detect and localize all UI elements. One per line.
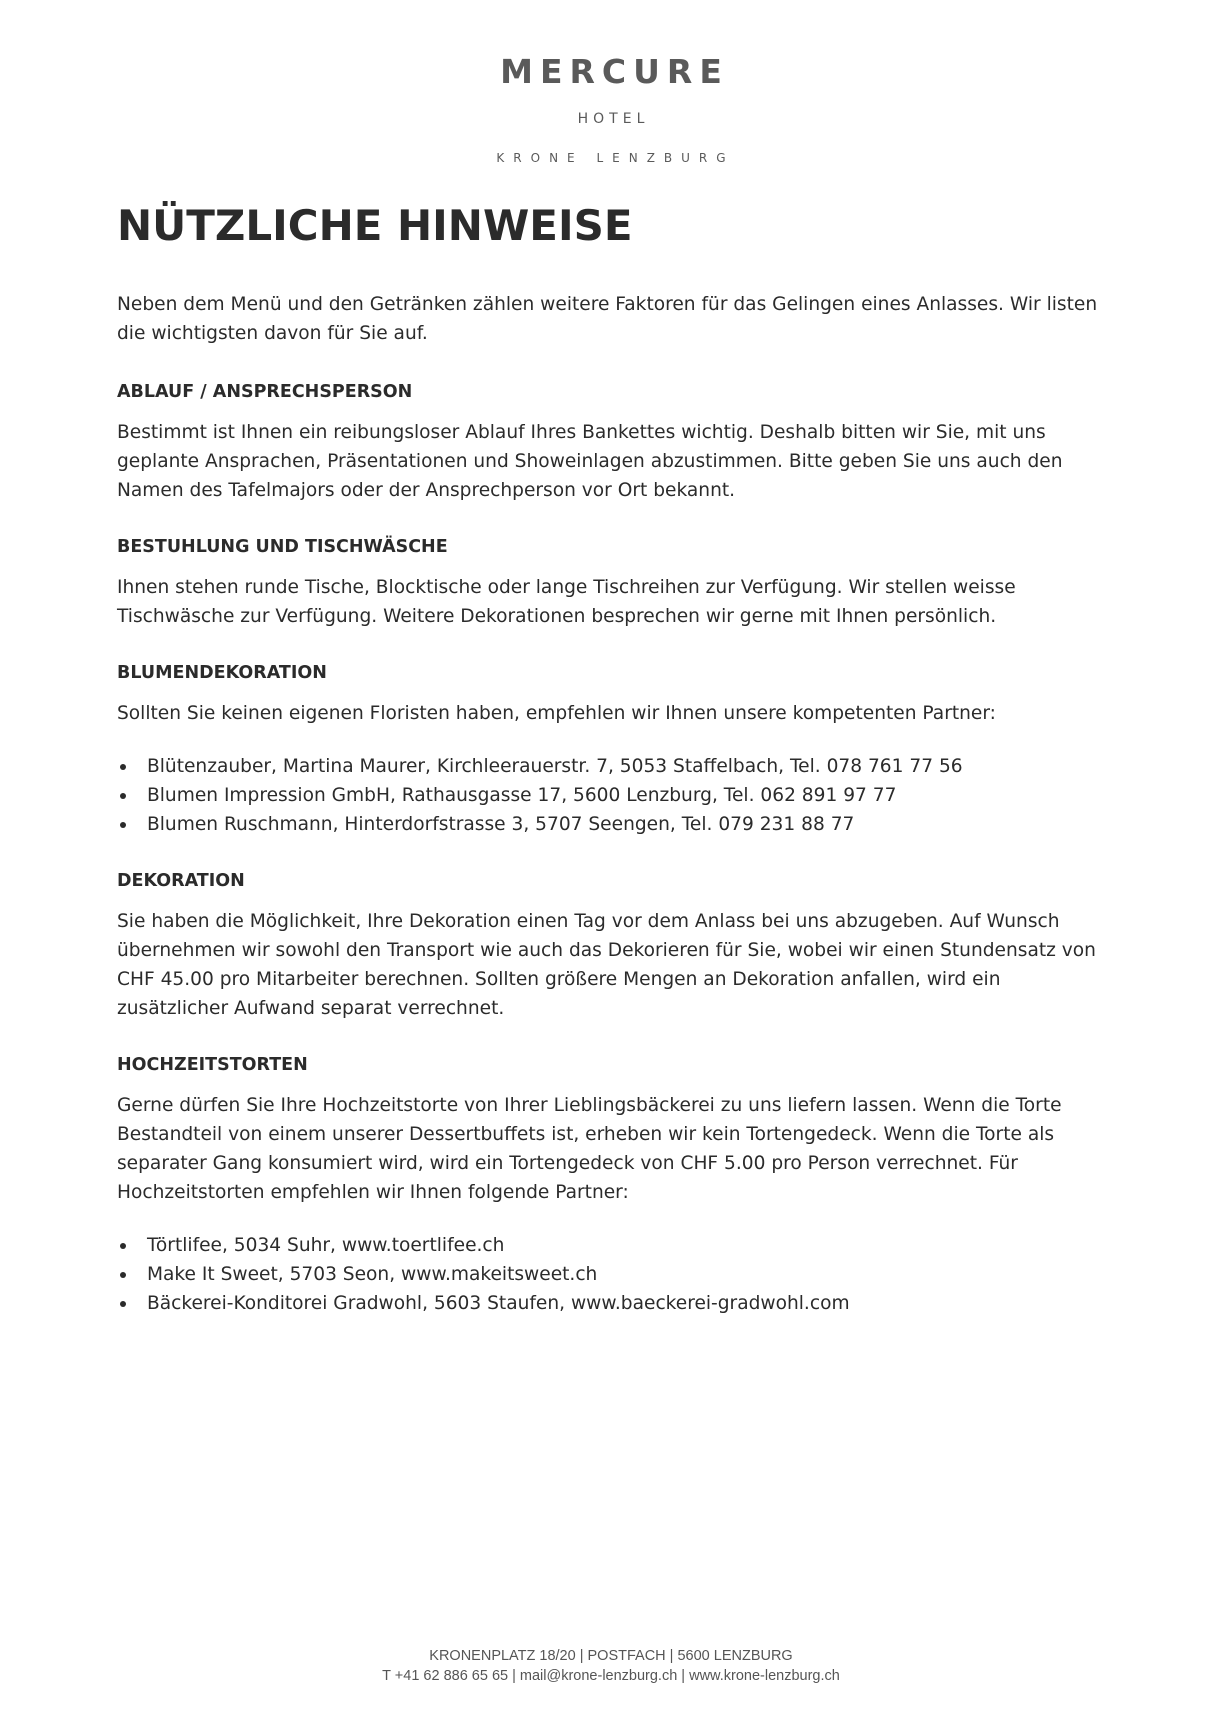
list-item-text: Törtlifee, 5034 Suhr, www.toertlifee.ch	[147, 1235, 505, 1256]
list-item	[117, 810, 1117, 839]
section-text: Gerne dürfen Sie Ihre Hochzeitstorte von Ihrer Lieblingsbäckerei zu uns liefern lassen. Wenn die Torte Bestandteil von einem unserer Dessertbuffets ist, erheben wir kein Tortengedeck. Wenn die Torte als separater Gang konsumiert wird, wird ein Tortengedeck von CHF 5.00 pro Person verrechnet. Für Hochzeitstorten empfehlen wir Ihnen folgende Partner:	[117, 1095, 1062, 1203]
section-text: Sollten Sie keinen eigenen Floristen haben, empfehlen wir Ihnen unsere kompetenten Partner:	[117, 703, 996, 724]
section-bestuhlung	[117, 535, 1117, 631]
section-dekoration	[117, 869, 1117, 1023]
section-ablauf	[117, 380, 1117, 505]
bullet-icon	[120, 1243, 126, 1249]
section-text: Sie haben die Möglichkeit, Ihre Dekoration einen Tag vor dem Anlass bei uns abzugeben. Auf Wunsch übernehmen wir sowohl den Transport wie auch das Dekorieren für Sie, wobei wir einen Stundensatz von CHF 45.00 pro Mitarbeiter berechnen. Sollten größere Mengen an Dekoration anfallen, wird ein zusätzlicher Aufwand separat verrechnet.	[117, 911, 1096, 1019]
footer-contact: T +41 62 886 65 65 | mail@krone-lenzburg.ch | www.krone-lenzburg.ch	[382, 1668, 840, 1684]
list-item	[117, 1231, 1117, 1260]
list-item	[117, 1289, 1117, 1318]
list-item	[117, 752, 1117, 781]
bullet-icon	[120, 1272, 126, 1278]
section-heading: BESTUHLUNG UND TISCHWÄSCHE	[117, 537, 448, 557]
list-item-text: Blumen Impression GmbH, Rathausgasse 17, 5600 Lenzburg, Tel. 062 891 97 77	[147, 785, 897, 806]
bullet-icon	[120, 793, 126, 799]
section-text: Ihnen stehen runde Tische, Blocktische oder lange Tischreihen zur Verfügung. Wir stellen weisse Tischwäsche zur Verfügung. Weitere Dekorationen besprechen wir gerne mit Ihnen persönlich.	[117, 577, 1016, 627]
section-heading: HOCHZEITSTORTEN	[117, 1055, 308, 1075]
bakery-list	[117, 1231, 1117, 1318]
section-text: Bestimmt ist Ihnen ein reibungsloser Ablauf Ihres Bankettes wichtig. Deshalb bitten wir Sie, mit uns geplante Ansprachen, Präsentationen und Showeinlagen abzustimmen. Bitte geben Sie uns auch den Namen des Tafelmajors oder der Ansprechperson vor Ort bekannt.	[117, 422, 1063, 501]
logo-location: KRONE LENZBURG	[496, 151, 735, 165]
main-content	[117, 200, 1117, 1348]
list-item	[117, 781, 1117, 810]
bullet-icon	[120, 764, 126, 770]
section-heading: DEKORATION	[117, 871, 245, 891]
bullet-icon	[120, 1301, 126, 1307]
page-footer	[0, 1646, 1222, 1686]
intro-paragraph: Neben dem Menü und den Getränken zählen weitere Faktoren für das Gelingen eines Anlasses. Wir listen die wichtigsten davon für Sie auf.	[117, 294, 1098, 344]
logo-brand: MERCURE	[500, 52, 729, 91]
list-item-text: Blumen Ruschmann, Hinterdorfstrasse 3, 5707 Seengen, Tel. 079 231 88 77	[147, 814, 855, 835]
list-item-text: Blütenzauber, Martina Maurer, Kirchleerauerstr. 7, 5053 Staffelbach, Tel. 078 761 77 56	[147, 756, 963, 777]
section-heading: ABLAUF / ANSPRECHSPERSON	[117, 382, 413, 402]
footer-address: KRONENPLATZ 18/20 | POSTFACH | 5600 LENZBURG	[429, 1648, 793, 1664]
section-blumendekoration	[117, 661, 1117, 839]
page-title: NÜTZLICHE HINWEISE	[117, 201, 633, 250]
list-item	[117, 1260, 1117, 1289]
list-item-text: Bäckerei-Konditorei Gradwohl, 5603 Staufen, www.baeckerei-gradwohl.com	[147, 1293, 850, 1314]
logo-subtitle: HOTEL	[577, 111, 650, 127]
bullet-icon	[120, 822, 126, 828]
section-heading: BLUMENDEKORATION	[117, 663, 327, 683]
section-hochzeitstorten	[117, 1053, 1117, 1318]
list-item-text: Make It Sweet, 5703 Seon, www.makeitsweet.ch	[147, 1264, 598, 1285]
florist-list	[117, 752, 1117, 839]
